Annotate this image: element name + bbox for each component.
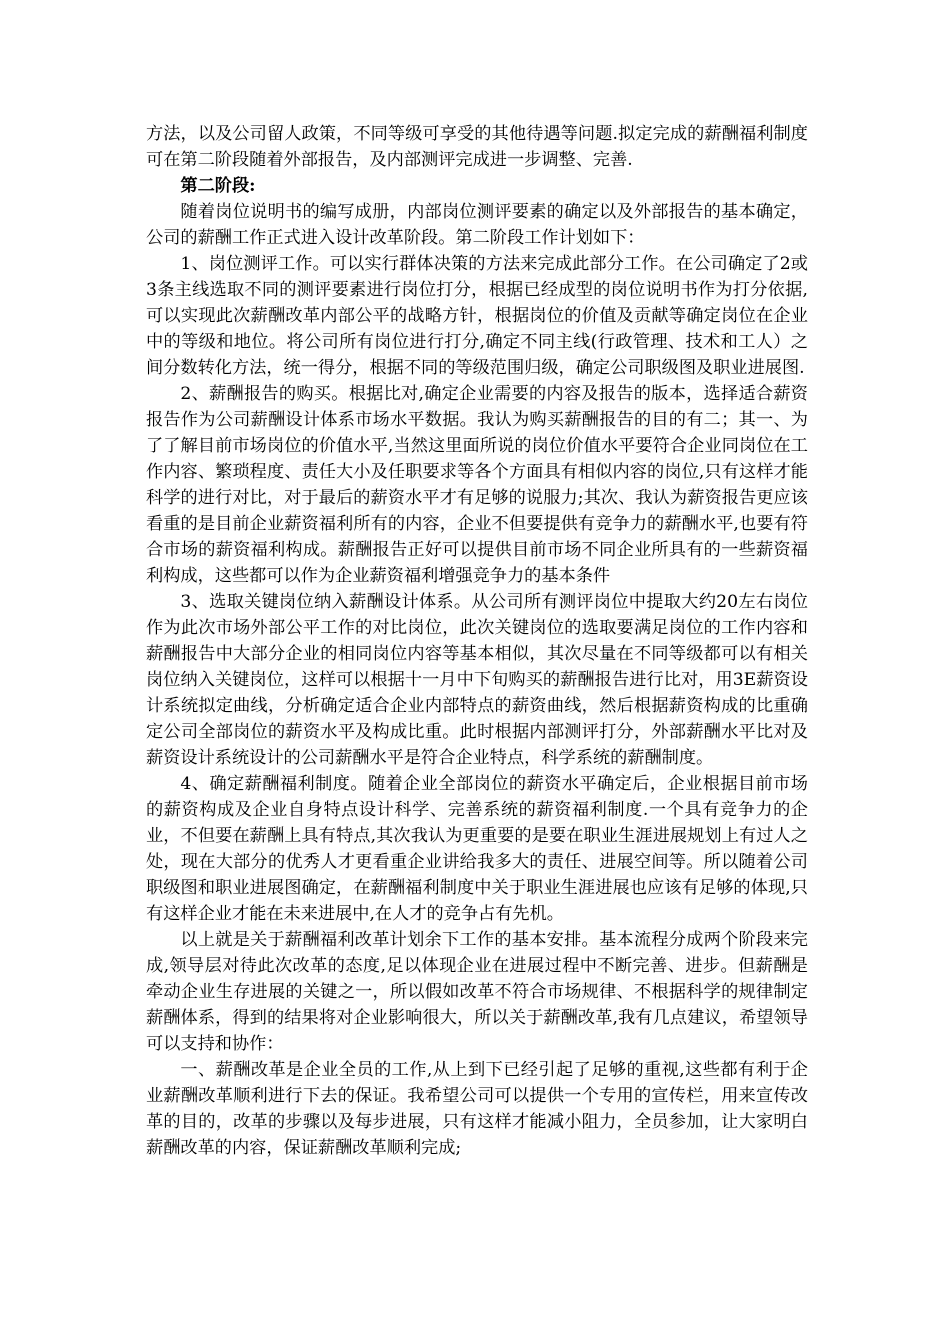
document-body bbox=[146, 121, 808, 1161]
paragraph-stage-two-intro: 随着岗位说明书的编写成册，内部岗位测评要素的确定以及外部报告的基本确定，公司的薪酬工作正式进入设计改革阶段。第二阶段工作计划如下： bbox=[146, 202, 808, 248]
paragraph-salary-report: 2、薪酬报告的购买。根据比对,确定企业需要的内容及报告的版本，选择适合薪资报告作为公司薪酬设计体系市场水平数据。我认为购买薪酬报告的目的有二；其一、为了了解目前市场岗位的价值水平,当然这里面所说的岗位价值水平要符合企业同岗位在工作内容、繁琐程度、责任大小及任职要求等各个方面具有相似内容的岗位,只有这样才能科学的进行对比，对于最后的薪资水平才有足够的说服力;其次、我认为薪资报告更应该看重的是目前企业薪资福利所有的内容，企业不但要提供有竞争力的薪酬水平,也要有符合市场的薪资福利构成。薪酬报告正好可以提供目前市场不同企业所具有的一些薪资福利构成，这些都可以作为企业薪资福利增强竞争力的基本条件 bbox=[146, 384, 808, 586]
paragraph-continuation: 方法，以及公司留人政策，不同等级可享受的其他待遇等问题.拟定完成的薪酬福利制度可在第二阶段随着外部报告，及内部测评完成进一步调整、完善. bbox=[146, 124, 808, 170]
paragraph-benefit-system: 4、确定薪酬福利制度。随着企业全部岗位的薪资水平确定后，企业根据目前市场的薪资构成及企业自身特点设计科学、完善系统的薪资福利制度.一个具有竞争力的企业，不但要在薪酬上具有特点,其次我认为更重要的是要在职业生涯进展规划上有过人之处，现在大部分的优秀人才更看重企业讲给我多大的责任、进展空间等。所以随着公司职级图和职业进展图确定，在薪酬福利制度中关于职业生涯进展也应该有足够的体现,只有这样企业才能在未来进展中,在人才的竞争占有先机。 bbox=[146, 774, 808, 924]
paragraph-suggestion-one: 一、薪酬改革是企业全员的工作,从上到下已经引起了足够的重视,这些都有利于企业薪酬改革顺利进行下去的保证。我希望公司可以提供一个专用的宣传栏，用来宣传改革的目的，改革的步骤以及每步进展，只有这样才能减小阻力，全员参加，让大家明白薪酬改革的内容，保证薪酬改革顺利完成; bbox=[146, 1060, 808, 1158]
paragraph-key-positions: 3、选取关键岗位纳入薪酬设计体系。从公司所有测评岗位中提取大约20左右岗位作为此次市场外部公平工作的对比岗位，此次关键岗位的选取要满足岗位的工作内容和薪酬报告中大部分企业的相同岗位内容等基本相似，其次尽量在不同等级都可以有相关岗位纳入关键岗位，这样可以根据十一月中下旬购买的薪酬报告进行比对，用3E薪资设计系统拟定曲线，分析确定适合企业内部特点的薪资曲线，然后根据薪资构成的比重确定公司全部岗位的薪资水平及构成比重。此时根据内部测评打分，外部薪酬水平比对及薪资设计系统设计的公司薪酬水平是符合企业特点，科学系统的薪酬制度。 bbox=[146, 592, 808, 768]
paragraph-summary: 以上就是关于薪酬福利改革计划余下工作的基本安排。基本流程分成两个阶段来完成,领导层对待此次改革的态度,足以体现企业在进展过程中不断完善、进步。但薪酬是牵动企业生存进展的关键之一，所以假如改革不符合市场规律、不根据科学的规律制定薪酬体系，得到的结果将对企业影响很大，所以关于薪酬改革,我有几点建议，希望领导可以支持和协作： bbox=[146, 930, 808, 1054]
paragraph-job-evaluation: 1、岗位测评工作。可以实行群体决策的方法来完成此部分工作。在公司确定了2或3条主线选取不同的测评要素进行岗位打分，根据已经成型的岗位说明书作为打分依据,可以实现此次薪酬改革内部公平的战略方针，根据岗位的价值及贡献等确定岗位在企业中的等级和地位。将公司所有岗位进行打分,确定不同主线(行政管理、技术和工人）之间分数转化方法，统一得分，根据不同的等级范围归级，确定公司职级图及职业进展图. bbox=[146, 254, 808, 378]
section-heading-stage-two: 第二阶段: bbox=[180, 176, 256, 196]
